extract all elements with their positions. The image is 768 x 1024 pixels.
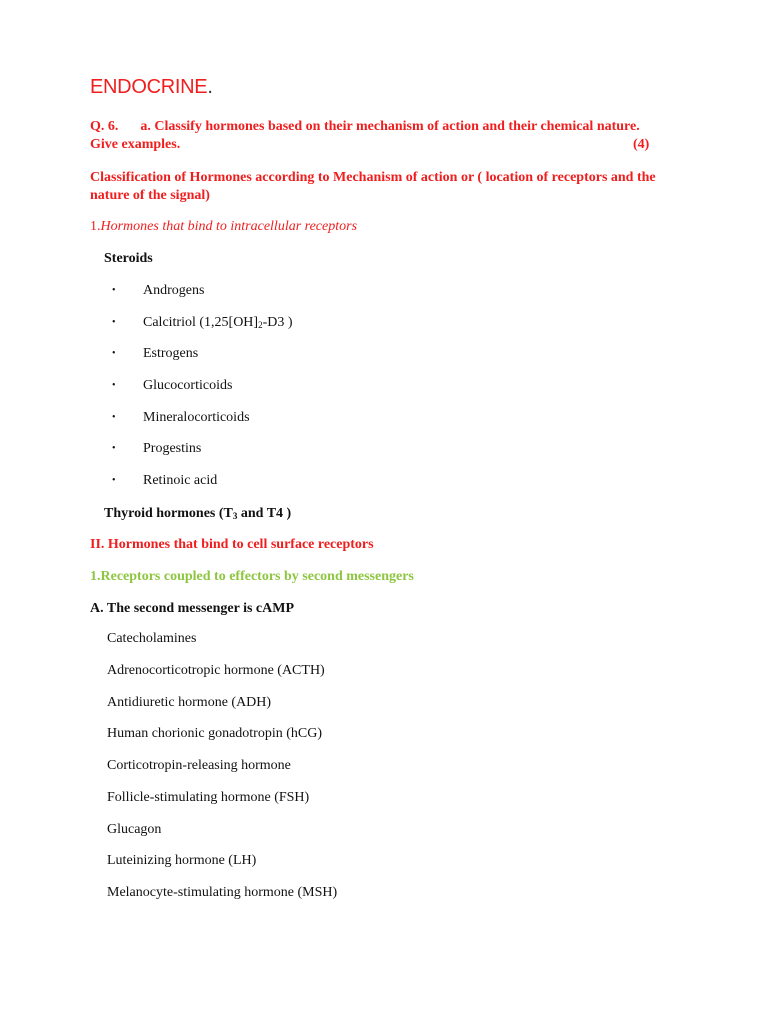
hormone-item: Corticotropin-releasing hormone [107, 758, 291, 773]
bullet: • [112, 412, 116, 423]
question-text: a. Classify hormones based on their mechanism of action and their chemical nature. Give examples. [90, 119, 640, 152]
hormone-item: Antidiuretic hormone (ADH) [107, 695, 272, 710]
hormone-item: Human chorionic gonadotropin (hCG) [107, 726, 323, 741]
page-title [90, 76, 213, 99]
bullet: • [112, 348, 116, 359]
steroid-item: Estrogens [143, 346, 199, 361]
steroid-item: Glucocorticoids [143, 378, 233, 393]
hormone-item: Luteinizing hormone (LH) [107, 853, 257, 868]
thyroid-suffix: and T4 ) [237, 506, 292, 521]
calcitriol-tail: -D3 ) [262, 315, 293, 330]
title-dot: . [207, 76, 213, 98]
list-item [112, 315, 293, 331]
receptors-subheading: 1.Receptors coupled to effectors by second messengers [90, 569, 414, 584]
thyroid-prefix: Thyroid hormones (T [104, 506, 233, 521]
steroid-item: Progestins [143, 441, 202, 456]
classification-heading: Classification of Hormones according to Mechanism of action or ( location of receptors and the nature of the signal) [90, 170, 656, 203]
section-1-number: 1. [90, 219, 101, 234]
hormone-item: Catecholamines [107, 631, 197, 646]
list-item [112, 378, 232, 394]
section-2-heading: II. Hormones that bind to cell surface receptors [90, 537, 374, 552]
list-item [112, 346, 198, 362]
thyroid-hormones-label [104, 506, 291, 522]
steroid-item: Androgens [143, 283, 205, 298]
question-marks: (4) [633, 137, 650, 152]
hormone-item: Glucagon [107, 822, 162, 837]
camp-heading: A. The second messenger is cAMP [90, 601, 295, 616]
bullet: • [112, 317, 116, 328]
steroid-item: Mineralocorticoids [143, 410, 250, 425]
steroid-item: Calcitriol (1,25[OH] [143, 315, 259, 330]
list-item [112, 410, 250, 426]
list-item [112, 473, 217, 489]
section-1-heading [90, 219, 357, 235]
calcitriol-subscript: 2 [258, 320, 263, 330]
bullet: • [112, 443, 116, 454]
list-item [112, 283, 204, 299]
section-1-title: Hormones that bind to intracellular receptors [100, 219, 358, 234]
list-item [112, 441, 201, 457]
question-6 [90, 118, 670, 154]
bullet: • [112, 285, 116, 296]
hormone-item: Follicle-stimulating hormone (FSH) [107, 790, 310, 805]
bullet: • [112, 475, 116, 486]
question-number: Q. 6. [90, 119, 119, 134]
hormone-item: Adrenocorticotropic hormone (ACTH) [107, 663, 325, 678]
steroid-item: Retinoic acid [143, 473, 218, 488]
thyroid-subscript: 3 [232, 511, 238, 521]
title-text: ENDOCRINE [90, 76, 208, 98]
hormone-item: Melanocyte-stimulating hormone (MSH) [107, 885, 338, 900]
steroids-label: Steroids [104, 251, 153, 266]
bullet: • [112, 380, 116, 391]
